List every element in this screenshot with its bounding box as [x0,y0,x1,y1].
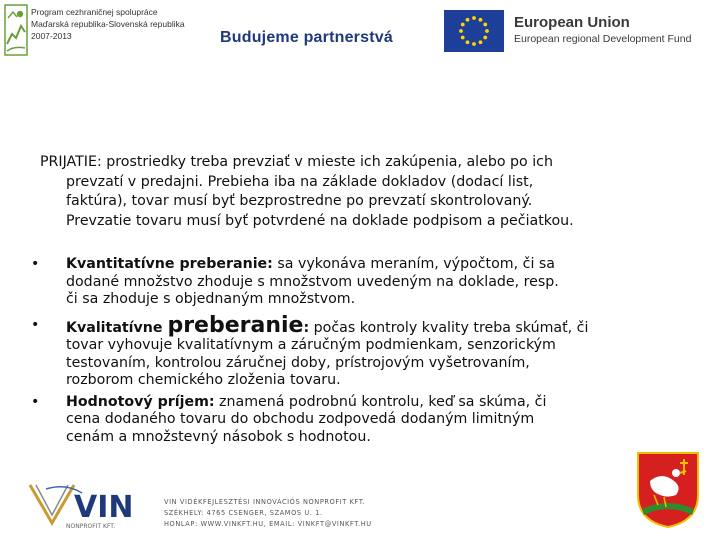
bullet-term: Hodnotový príjem: [66,393,215,410]
eu-star-icon [479,40,483,44]
program-text [31,6,221,42]
vin-logo-text: VIN [74,490,134,525]
bullet-icon: • [31,393,40,410]
bullet-line: či sa zhoduje s objednaným množstvom. [66,291,356,307]
coat-of-arms-icon [636,451,700,529]
bullet-term-colon: : [303,319,310,336]
bullet-text: sa vykonáva meraním, výpočtom, či sa [272,256,555,272]
bullet-text: počas kontroly kvality treba skúmať, či [309,319,589,336]
bullet-line: cena dodaného tovaru do obchodu zodpovedá dodaným limitným [66,411,535,427]
eu-star-icon [459,29,463,33]
eu-star-icon [466,18,470,22]
intro-first-text: prostriedky treba prevziať v mieste ich zakúpenia, alebo po ich [101,154,553,170]
company-info [164,497,372,530]
list-item [30,312,712,390]
intro-paragraph [40,153,712,231]
eu-star-icon [461,23,465,27]
slogan: Budujeme partnerstvá [220,29,393,46]
bullet-term: Kvalitatívne [66,319,168,336]
eu-star-icon [479,18,483,22]
company-info-line: HONLAP: WWW.VINKFT.HU, EMAIL: VINKFT@VINKFT.HU [164,520,372,528]
bullet-text: znamená podrobnú kontrolu, keď sa skúma, či [214,393,547,410]
bullet-line: dodané množstvo zhoduje s množstvom uvedeným na doklade, resp. [66,273,559,290]
eu-star-icon [485,29,489,33]
bullet-list [30,256,712,446]
company-info-line: VIN VIDÉKFEJLESZTÉSI INNOVÁCIÓS NONPROFIT KFT. [164,498,366,506]
list-item [30,256,712,309]
bullet-line: testovaním, kontrolou záručnej doby, prístrojovým vyšetrovaním, [66,354,530,371]
eu-subtitle: European regional Development Fund [514,33,692,45]
bullet-first-line [66,256,712,274]
eu-star-icon [472,42,476,46]
bullet-term: Kvantitatívne preberanie: [66,256,273,272]
intro-line: prevzatí v predajni. Prebieha iba na základe dokladov (dodací list, [66,173,534,190]
intro-first-line [40,153,712,173]
bullet-term-large: preberanie [167,312,304,338]
bullet-line: rozborom chemického zloženia tovaru. [66,372,341,388]
list-item [30,394,712,447]
program-line: 2007-2013 [31,31,72,41]
bullet-icon: • [31,256,40,272]
eu-star-icon [472,16,476,20]
program-logo-icon [4,4,28,56]
eu-star-icon [483,23,487,27]
intro-continuation [40,173,712,232]
vin-logo-icon [26,479,154,531]
bullet-line: tovar vyhovuje kvalitatívnym a záručným podmienkam, senzorickým [66,337,556,353]
eu-star-icon [466,40,470,44]
vin-logo-sub: NONPROFIT KFT. [66,523,116,530]
intro-label: PRIJATIE: [40,154,102,170]
bullet-line: cenám a množstevný násobok s hodnotou. [66,428,371,445]
eu-star-icon [483,36,487,40]
intro-line: faktúra), tovar musí byť bezprostredne po prevzatí skontrolovaný. [66,193,533,209]
eu-star-icon [461,36,465,40]
bullet-first-line [66,312,712,338]
bullet-icon: • [31,316,40,333]
intro-line: Prevzatie tovaru musí byť potvrdené na doklade podpisom a pečiatkou. [66,212,574,229]
program-line: Program cezhraničnej spolupráce [31,7,158,17]
company-info-line: SZÉKHELY: 4765 CSENGER, SZAMOS U. 1. [164,509,323,517]
eu-title: European Union [514,14,630,31]
program-line: Maďarská republika-Slovenská republika [31,19,185,29]
bullet-first-line [66,394,712,412]
eu-flag-icon [444,10,504,52]
